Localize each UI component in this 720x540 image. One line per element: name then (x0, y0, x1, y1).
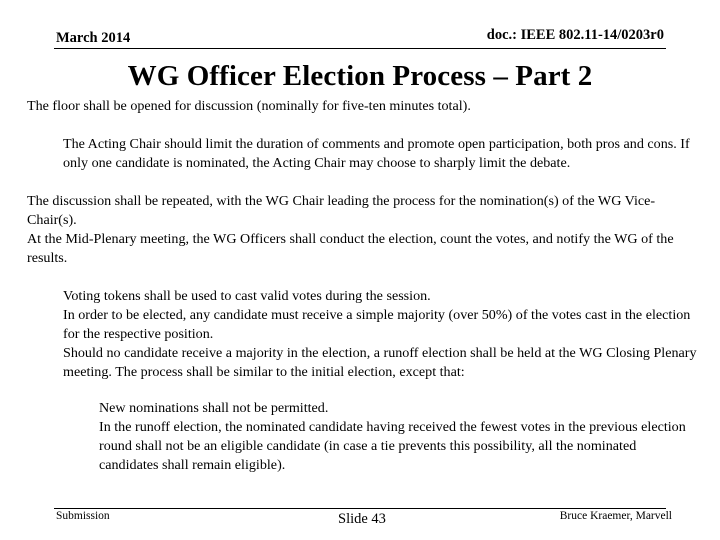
footer-divider (54, 508, 666, 509)
header-date: March 2014 (56, 30, 131, 46)
footer-author: Bruce Kraemer, Marvell (559, 510, 672, 522)
paragraph-no-new-nominations: New nominations shall not be permitted. (99, 400, 329, 416)
header-divider (54, 48, 666, 49)
slide-body (27, 97, 697, 475)
paragraph-simple-majority: In order to be elected, any candidate must receive a simple majority (over 50%) of the votes cast in the election for the respective position. (63, 307, 691, 342)
paragraph-runoff: Should no candidate receive a majority in the election, a runoff election shall be held at the WG Closing Plenary meeting. The process shall be similar to the initial election, except that: (63, 345, 697, 380)
footer-submission: Submission (56, 510, 110, 522)
paragraph-discussion-repeated: The discussion shall be repeated, with the WG Chair leading the process for the nomination(s) of the WG Vice-Chair(s). (27, 193, 656, 228)
paragraph-voting-tokens: Voting tokens shall be used to cast valid votes during the session. (63, 288, 431, 304)
paragraph-mid-plenary: At the Mid-Plenary meeting, the WG Officers shall conduct the election, count the votes, and notify the WG of the results. (27, 231, 674, 266)
header-doc-id: doc.: IEEE 802.11-14/0203r0 (486, 27, 664, 43)
footer-slide-number: Slide 43 (338, 511, 386, 527)
slide-title: WG Officer Election Process – Part 2 (127, 60, 593, 92)
paragraph-acting-chair: The Acting Chair should limit the duration of comments and promote open participation, both pros and cons. If only one candidate is nominated, the Acting Chair may choose to sharply limit the debate. (63, 136, 690, 171)
paragraph-floor-opened: The floor shall be opened for discussion (nominally for five-ten minutes total). (27, 98, 471, 114)
paragraph-fewest-votes: In the runoff election, the nominated candidate having received the fewest votes in the previous election round shall not be an eligible candidate (in case a tie prevents this possibility, all the nominated candidates shall remain eligible). (99, 419, 686, 473)
